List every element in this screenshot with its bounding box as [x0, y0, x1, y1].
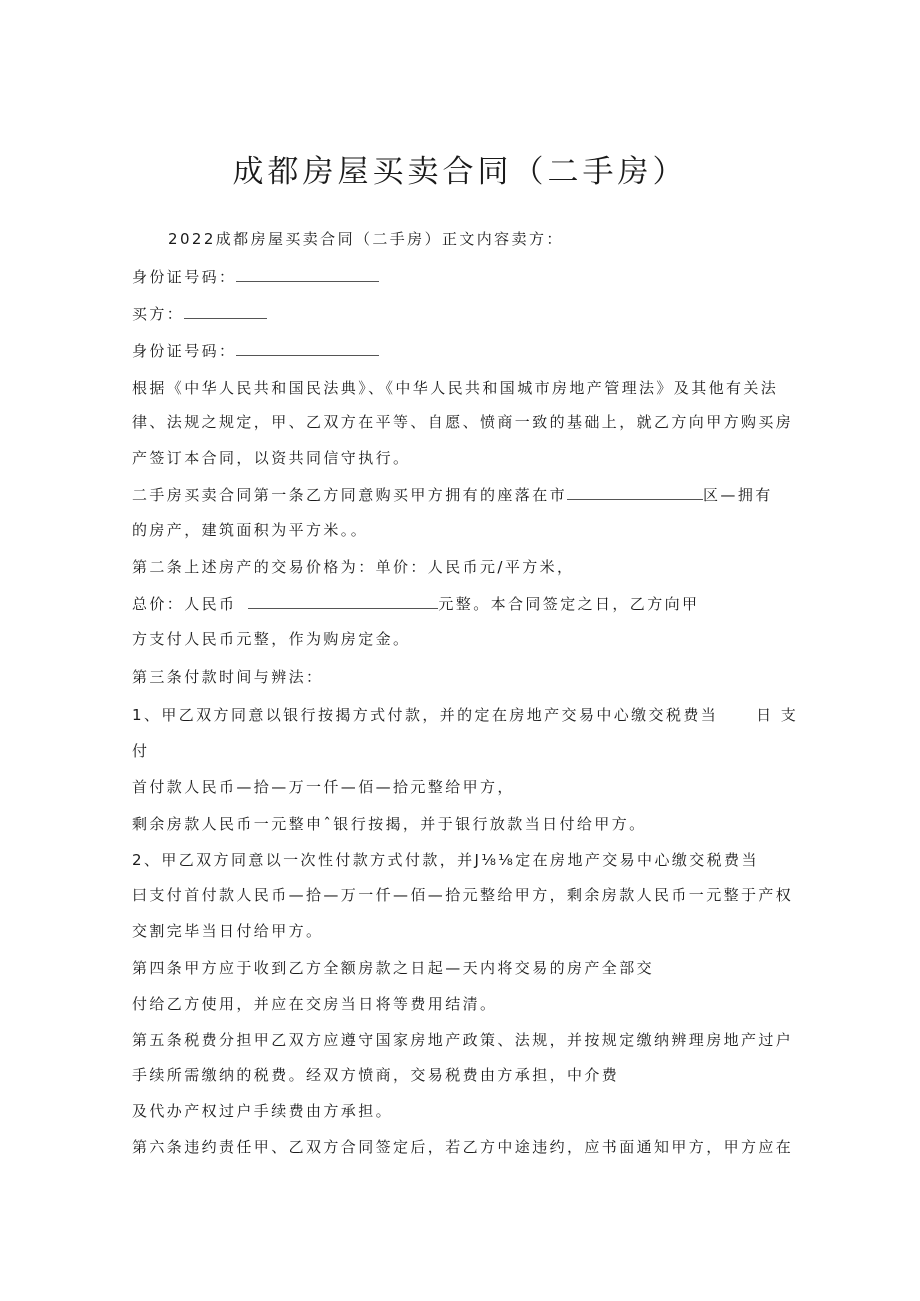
article-5-line-3: 及代办产权过户手续费由方承担。 [132, 1102, 394, 1120]
preamble-line-1: 根据《中华人民共和国民法典》、《中华人民共和国城市房地产管理法》及其他有关法 [132, 379, 779, 397]
preamble-line-2: 律、法规之规定，甲、乙双方在平等、自愿、愤商一致的基础上，就乙方向甲方购买房 [132, 413, 794, 431]
buyer-line [132, 304, 267, 324]
total-price-blank [248, 594, 438, 609]
seller-id-blank [236, 267, 379, 282]
article-5-line-2: 手续所需缴纳的税费。经双方愤商，交易税费由方承担，中介费 [132, 1066, 620, 1084]
article-3-item-2-line-3: 交割完毕当日付给甲方。 [132, 922, 324, 940]
article-4-line-2: 付给乙方使用，并应在交房当日将等费用结清。 [132, 995, 498, 1013]
article-1-district: 区—拥有 [703, 486, 773, 504]
article-3-item-2-line-2: 曰支付首付款人民币—拾—万一仟—佰—拾元整给甲方，剩余房款人民币一元整于产权 [132, 886, 794, 904]
item-1-pay: 日 支 [756, 706, 799, 724]
buyer-id-blank [236, 341, 379, 356]
article-4-line-1: 第四条甲方应于收到乙方全额房款之日起—天内将交易的房产全部交 [132, 959, 655, 977]
article-3-item-2-line-1: 2、甲乙双方同意以一次性付款方式付款，并J⅛⅛定在房地产交易中心缴交税费当 [132, 851, 759, 869]
article-5-line-1: 第五条税费分担甲乙双方应遵守国家房地产政策、法规，并按规定缴纳辨理房地产过户 [132, 1031, 794, 1049]
intro-line: 2022成都房屋买卖合同（二手房）正文内容卖方： [168, 230, 564, 248]
buyer-label: 买方： [132, 305, 185, 323]
document-title: 成都房屋买卖合同（二手房） [232, 154, 688, 190]
article-1-line-1 [132, 485, 773, 505]
article-3-heading: 第三条付款时间与辨法： [132, 668, 324, 686]
buyer-id-line [132, 341, 379, 361]
article-3-item-1-line-4: 剩余房款人民币一元整申ˆ银行按揭，并于银行放款当日付给甲方。 [132, 815, 647, 833]
item-1-text: 1、甲乙双方同意以银行按揭方式付款，并的定在房地产交易中心缴交税费当 [132, 706, 719, 724]
seller-id-line [132, 267, 379, 287]
article-1-text: 二手房买卖合同第一条乙方同意购买甲方拥有的座落在市 [132, 486, 568, 504]
buyer-id-label: 身份证号码： [132, 342, 237, 360]
preamble-line-3: 产签订本合同，以资共同信守执行。 [132, 449, 411, 467]
article-6-line-1: 第六条违约责任甲、乙双方合同签定后，若乙方中途违约，应书面通知甲方，甲方应在 [132, 1138, 794, 1156]
article-3-item-1-line-1 [132, 705, 798, 725]
total-price-label: 总价：人民币 [132, 595, 237, 613]
article-2-line-3: 方支付人民币元整，作为购房定金。 [132, 630, 411, 648]
city-blank [567, 485, 703, 500]
article-1-line-2: 的房产，建筑面积为平方米。。 [132, 521, 369, 539]
article-3-item-1-line-2: 付 [132, 742, 150, 760]
total-price-rest: 元整。本合同签定之日，乙方向甲 [438, 595, 700, 613]
buyer-blank [184, 304, 267, 319]
seller-id-label: 身份证号码： [132, 268, 237, 286]
article-2-line-1: 第二条上述房产的交易价格为：单价：人民币元/平方米， [132, 558, 575, 576]
article-2-line-2 [132, 594, 699, 614]
article-3-item-1-line-3: 首付款人民币—拾—万一仟—佰—拾元整给甲方， [132, 778, 515, 796]
